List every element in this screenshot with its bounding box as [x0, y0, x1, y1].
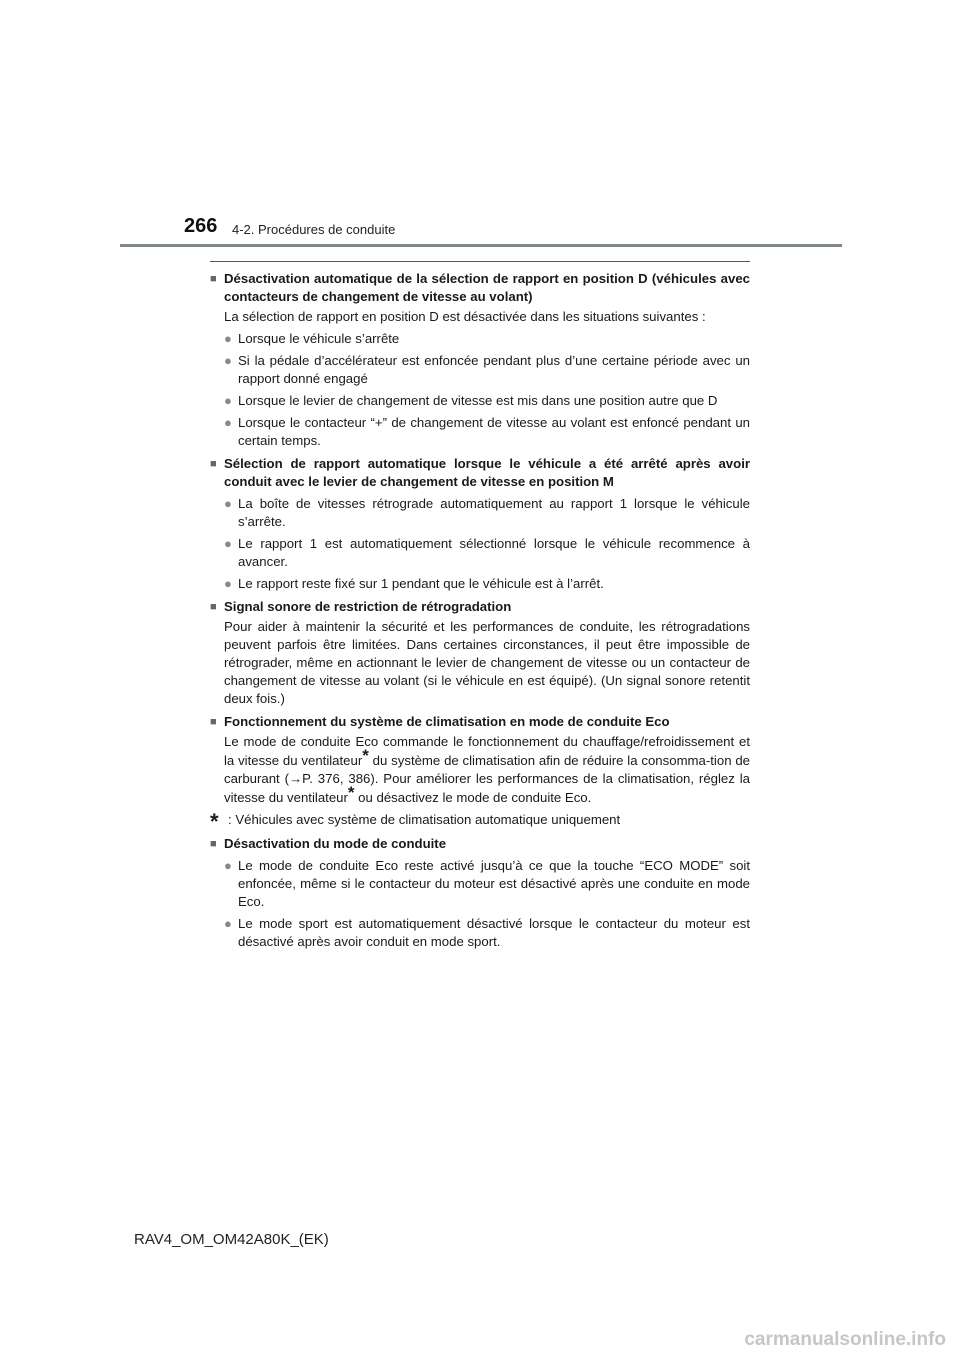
section-paragraph: Pour aider à maintenir la sécurité et les performances de conduite, les rétrogradations peuvent parfois être limitées. Dans certaines circonstances, il peut être impossible de rétrograder, même en actionnant le levier de changement de vitesse ou un contacteur de changement de vitesse au volant (si le véhicule en est équipé). (Un signal sonore retentit deux fois.) — [224, 619, 750, 706]
dot-bullet-icon: ● — [224, 496, 232, 511]
square-bullet-icon: ■ — [210, 601, 217, 613]
section-drive-mode-deactivation — [210, 835, 750, 951]
list-item — [224, 330, 750, 348]
section-downshift-signal — [210, 598, 750, 708]
square-bullet-icon: ■ — [210, 716, 217, 728]
document-code: RAV4_OM_OM42A80K_(EK) — [134, 1231, 329, 1248]
list-item — [224, 535, 750, 571]
content-top-rule — [210, 261, 750, 262]
dot-bullet-icon: ● — [224, 536, 232, 551]
section-heading — [210, 598, 750, 616]
section-heading-text: Désactivation du mode de conduite — [224, 836, 447, 851]
section-heading — [210, 455, 750, 491]
list-item — [224, 414, 750, 450]
list-item — [224, 495, 750, 531]
section-paragraph — [224, 733, 750, 807]
list-item — [224, 915, 750, 951]
header-rule — [120, 244, 842, 247]
page-content — [210, 270, 750, 956]
page-number: 266 — [184, 215, 218, 237]
footnote-asterisk: * — [210, 809, 219, 834]
asterisk-mark: * — [362, 746, 369, 765]
list-item-text: Le mode de conduite Eco reste activé jusqu’à ce que la touche “ECO MODE” soit enfoncée, même si le contacteur du moteur est désactivé après une conduite en mode Eco. — [238, 858, 750, 909]
square-bullet-icon: ■ — [210, 838, 217, 850]
footnote-text: : Véhicules avec système de climatisation automatique uniquement — [228, 812, 621, 827]
section-auto-deactivation-d — [210, 270, 750, 450]
square-bullet-icon: ■ — [210, 458, 217, 470]
list-item — [224, 575, 750, 593]
list-item-text: Le mode sport est automatiquement désactivé lorsque le contacteur du moteur est désactivé après avoir conduit en mode sport. — [238, 916, 750, 949]
section-heading — [210, 835, 750, 853]
section-heading-text: Signal sonore de restriction de rétrogradation — [224, 599, 512, 614]
paragraph-part: ou désactivez le mode de conduite Eco. — [354, 790, 592, 805]
paragraph-part: du système de climatisation afin de réduire la consomma-tion de carburant (→P. 376, 386). Pour améliorer les performances de la climatisation, réglez la vitesse du ventilateur — [224, 753, 750, 805]
watermark: carmanualsonline.info — [744, 1329, 946, 1350]
dot-bullet-icon: ● — [224, 916, 232, 931]
list-item-text: Si la pédale d’accélérateur est enfoncée pendant plus d’une certaine période avec un rapport donné engagé — [238, 353, 750, 386]
list-item-text: La boîte de vitesses rétrograde automatiquement au rapport 1 lorsque le véhicule s’arrête. — [238, 496, 750, 529]
chapter-title: 4-2. Procédures de conduite — [232, 222, 396, 237]
list-item-text: Le rapport reste fixé sur 1 pendant que le véhicule est à l’arrêt. — [238, 576, 604, 591]
section-heading-text: Sélection de rapport automatique lorsque le véhicule a été arrêté après avoir conduit avec le levier de changement de vitesse en position M — [224, 456, 750, 489]
section-heading — [210, 713, 750, 731]
section-heading — [210, 270, 750, 306]
footnote — [210, 809, 750, 834]
list-item-text: Lorsque le contacteur “+” de changement de vitesse au volant est enfoncé pendant un certain temps. — [238, 415, 750, 448]
dot-bullet-icon: ● — [224, 393, 232, 408]
dot-bullet-icon: ● — [224, 858, 232, 873]
section-auto-gear-selection-m — [210, 455, 750, 593]
section-eco-climate — [210, 713, 750, 834]
list-item — [224, 857, 750, 911]
section-paragraph: La sélection de rapport en position D est désactivée dans les situations suivantes : — [224, 309, 706, 324]
list-item-text: Lorsque le véhicule s’arrête — [238, 331, 400, 346]
asterisk-mark: * — [347, 783, 355, 802]
list-item-text: Lorsque le levier de changement de vitesse est mis dans une position autre que D — [238, 393, 718, 408]
section-heading-text: Désactivation automatique de la sélection de rapport en position D (véhicules avec contacteurs de changement de vitesse au volant) — [224, 271, 750, 304]
dot-bullet-icon: ● — [224, 415, 232, 430]
list-item — [224, 352, 750, 388]
paragraph-part: Le mode de conduite Eco commande le fonctionnement du chauffage/refroidissement et la vitesse du ventilateur — [224, 734, 750, 768]
list-item-text: Le rapport 1 est automatiquement sélectionné lorsque le véhicule recommence à avancer. — [238, 536, 750, 569]
dot-bullet-icon: ● — [224, 353, 232, 368]
dot-bullet-icon: ● — [224, 331, 232, 346]
list-item — [224, 392, 750, 410]
square-bullet-icon: ■ — [210, 273, 217, 285]
dot-bullet-icon: ● — [224, 576, 232, 591]
section-heading-text: Fonctionnement du système de climatisation en mode de conduite Eco — [224, 714, 670, 729]
